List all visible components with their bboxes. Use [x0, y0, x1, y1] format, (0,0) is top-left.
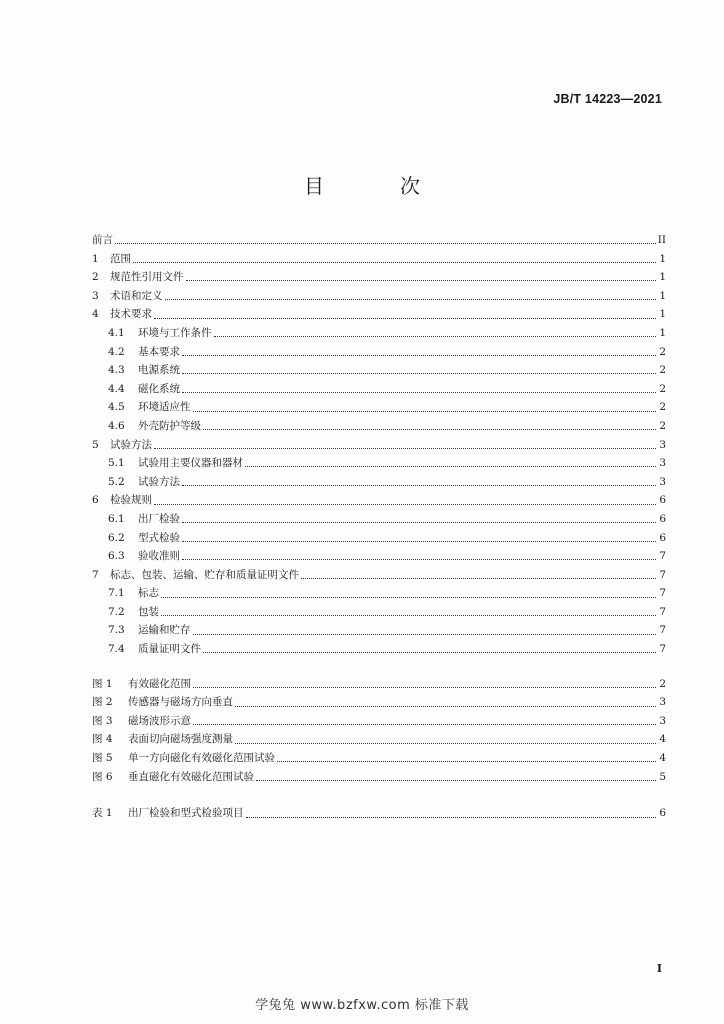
toc-entry-number: 5.1 — [108, 457, 125, 470]
toc-entry-number: 4.6 — [108, 419, 125, 432]
toc-entry-number: 7 — [92, 568, 99, 581]
toc-entry-number: 4.2 — [108, 345, 125, 358]
toc-leader-dots — [182, 558, 656, 560]
toc-entry-number: 1 — [92, 252, 99, 265]
toc-entry[interactable] — [92, 491, 666, 510]
toc-leader-dots — [133, 261, 656, 263]
toc-leader-dots — [193, 723, 656, 725]
toc-entry-number: 表 1 — [92, 807, 113, 820]
toc-entry-label: 外壳防护等级 — [138, 419, 201, 432]
toc-entry[interactable] — [92, 380, 666, 399]
toc-entry-page: 6 — [659, 512, 666, 525]
toc-entry-number: 图 5 — [92, 752, 113, 765]
toc-leader-dots — [161, 596, 656, 598]
toc-entry-page: 1 — [659, 289, 666, 302]
toc-entry-page: 1 — [659, 252, 666, 265]
toc-entry-page: 7 — [659, 587, 666, 600]
toc-entry-number: 4.4 — [108, 382, 125, 395]
toc-entry-number: 2 — [92, 271, 99, 284]
toc-entry-label: 磁化系统 — [138, 382, 180, 395]
toc-leader-dots — [154, 503, 656, 505]
toc-entry-label: 环境适应性 — [138, 401, 191, 414]
toc-entry-label: 运输和贮存 — [138, 624, 191, 637]
toc-entry-label: 规范性引用文件 — [110, 271, 184, 284]
toc-entry[interactable] — [92, 343, 666, 362]
toc-entry-label: 质量证明文件 — [138, 643, 201, 656]
toc-leader-dots — [182, 484, 656, 486]
toc-entry-label: 出厂检验和型式检验项目 — [128, 807, 244, 820]
watermark-text: 学兔兔 www.bzfxw.com 标准下载 — [255, 998, 469, 1013]
toc-leader-dots — [182, 354, 656, 356]
toc-entry-page: 5 — [659, 770, 666, 783]
toc-entry-number: 6.3 — [108, 550, 125, 563]
toc-entry-label: 技术要求 — [110, 308, 152, 321]
toc-entry[interactable] — [92, 454, 666, 473]
toc-entry[interactable] — [92, 621, 666, 640]
toc-entry-number: 图 6 — [92, 770, 113, 783]
toc-entry[interactable] — [92, 547, 666, 566]
toc-leader-dots — [182, 372, 656, 374]
toc-entry-page: 3 — [659, 696, 666, 709]
toc-entry[interactable] — [92, 473, 666, 492]
toc-leader-dots — [245, 465, 656, 467]
toc-entry-number: 6.1 — [108, 512, 125, 525]
toc-leader-dots — [214, 335, 657, 337]
toc-entry-page: 1 — [659, 271, 666, 284]
toc-entry-page: 7 — [659, 624, 666, 637]
toc-entry-page: II — [657, 234, 666, 246]
toc-entry-label: 前言 — [92, 234, 113, 246]
toc-entry-page: 1 — [659, 326, 666, 339]
toc-entry-page: 7 — [659, 605, 666, 618]
toc-entry-number: 3 — [92, 289, 99, 302]
toc-leader-dots — [235, 742, 656, 744]
toc-entry-number: 图 4 — [92, 733, 113, 746]
toc-entry-number: 7.2 — [108, 605, 125, 618]
toc-entry-number: 图 3 — [92, 714, 113, 727]
toc-leader-dots — [154, 317, 656, 319]
toc-entry-page: 4 — [659, 733, 666, 746]
toc-entry-number: 5 — [92, 438, 99, 451]
toc-entry-page: 4 — [659, 752, 666, 765]
toc-entry[interactable] — [92, 268, 666, 287]
toc-entry-number: 5.2 — [108, 475, 125, 488]
toc-entry[interactable] — [92, 640, 666, 659]
toc-entry-page: 7 — [659, 568, 666, 581]
toc-entry-label: 传感器与磁场方向垂直 — [128, 696, 233, 709]
toc-leader-dots — [256, 779, 656, 781]
toc-entry-label: 包装 — [138, 605, 159, 618]
toc-entry-label: 基本要求 — [138, 345, 180, 358]
toc-entry[interactable] — [92, 417, 666, 436]
toc-entry[interactable] — [92, 250, 666, 269]
toc-figure-entry[interactable] — [92, 712, 666, 731]
toc-entry[interactable] — [92, 398, 666, 417]
toc-leader-dots — [165, 298, 657, 300]
toc-leader-dots — [246, 816, 657, 818]
toc-figure-entry[interactable] — [92, 768, 666, 787]
toc-leader-dots — [301, 577, 656, 579]
toc-table-list — [92, 804, 666, 823]
toc-entry-label: 术语和定义 — [110, 289, 163, 302]
toc-entry-page: 3 — [659, 475, 666, 488]
toc-entry-number: 4.5 — [108, 401, 125, 414]
toc-figure-list — [92, 675, 666, 787]
toc-entry-label: 范围 — [110, 252, 131, 265]
toc-entry-number: 7.1 — [108, 587, 125, 600]
toc-entry-page: 6 — [659, 494, 666, 507]
toc-entry-page: 7 — [659, 643, 666, 656]
toc-entry-label: 试验方法 — [138, 475, 180, 488]
toc-entry[interactable] — [92, 287, 666, 306]
toc-entry-number: 4 — [92, 308, 99, 321]
toc-leader-dots — [193, 410, 657, 412]
toc-leader-dots — [154, 447, 656, 449]
toc-figure-entry[interactable] — [92, 675, 666, 694]
toc-entry-label: 单一方向磁化有效磁化范围试验 — [128, 752, 275, 765]
toc-spacer — [92, 659, 666, 675]
toc-leader-dots — [182, 391, 656, 393]
toc-entry-number: 6.2 — [108, 531, 125, 544]
page-number: I — [656, 962, 662, 975]
toc-entry-page: 3 — [659, 714, 666, 727]
toc-entry-label: 磁场波形示意 — [128, 714, 191, 727]
toc-entry[interactable] — [92, 361, 666, 380]
toc-entry-label: 表面切向磁场强度测量 — [128, 733, 233, 746]
toc-leader-dots — [193, 686, 656, 688]
toc-entry-number: 7.4 — [108, 643, 125, 656]
toc-leader-dots — [203, 428, 656, 430]
toc-entry[interactable] — [92, 584, 666, 603]
toc-leader-dots — [235, 705, 656, 707]
toc-entry-label: 验收准则 — [138, 550, 180, 563]
table-of-contents — [92, 231, 666, 823]
toc-entry-page: 2 — [659, 364, 666, 377]
toc-entry[interactable] — [92, 231, 666, 250]
toc-spacer — [92, 786, 666, 804]
toc-entry-label: 型式检验 — [138, 531, 180, 544]
toc-entry-number: 图 2 — [92, 696, 113, 709]
toc-entry-label: 有效磁化范围 — [128, 677, 191, 690]
toc-entry-page: 3 — [659, 438, 666, 451]
toc-entry[interactable] — [92, 529, 666, 548]
toc-leader-dots — [277, 760, 656, 762]
toc-entry[interactable] — [92, 305, 666, 324]
toc-entry-page: 2 — [659, 401, 666, 414]
page-title: 目 次 — [304, 174, 448, 198]
toc-entry-number: 7.3 — [108, 624, 125, 637]
toc-entry-label: 电源系统 — [138, 364, 180, 377]
toc-entry-label: 环境与工作条件 — [138, 326, 212, 339]
toc-entry[interactable] — [92, 566, 666, 585]
toc-entry-number: 4.3 — [108, 364, 125, 377]
toc-leader-dots — [115, 242, 656, 244]
toc-entry-label: 出厂检验 — [138, 512, 180, 525]
toc-entry-label: 标志 — [138, 587, 159, 600]
toc-leader-dots — [186, 279, 657, 281]
toc-entry[interactable] — [92, 603, 666, 622]
toc-entry-page: 7 — [659, 550, 666, 563]
toc-entry-label: 垂直磁化有效磁化范围试验 — [128, 770, 254, 783]
toc-entry-number: 4.1 — [108, 326, 125, 339]
toc-section-list — [92, 231, 666, 659]
toc-entry-page: 1 — [659, 308, 666, 321]
standard-code: JB/T 14223—2021 — [553, 92, 662, 106]
toc-figure-entry[interactable] — [92, 730, 666, 749]
toc-entry-page: 3 — [659, 457, 666, 470]
toc-entry-page: 6 — [659, 531, 666, 544]
toc-entry[interactable] — [92, 324, 666, 343]
toc-leader-dots — [161, 614, 656, 616]
toc-entry-label: 标志、包装、运输、贮存和质量证明文件 — [110, 568, 299, 581]
toc-entry[interactable] — [92, 436, 666, 455]
toc-entry-label: 试验方法 — [110, 438, 152, 451]
toc-leader-dots — [203, 651, 656, 653]
toc-entry-number: 图 1 — [92, 677, 113, 690]
toc-entry-label: 试验用主要仪器和器材 — [138, 457, 243, 470]
toc-leader-dots — [182, 540, 656, 542]
toc-entry-label: 检验规则 — [110, 494, 152, 507]
toc-figure-entry[interactable] — [92, 749, 666, 768]
toc-entry-page: 2 — [659, 345, 666, 358]
toc-entry-page: 2 — [659, 419, 666, 432]
toc-entry-page: 2 — [659, 677, 666, 690]
toc-table-entry[interactable] — [92, 804, 666, 823]
toc-entry-page: 6 — [659, 807, 666, 820]
toc-figure-entry[interactable] — [92, 693, 666, 712]
toc-leader-dots — [182, 521, 656, 523]
toc-entry[interactable] — [92, 510, 666, 529]
toc-entry-page: 2 — [659, 382, 666, 395]
toc-entry-number: 6 — [92, 494, 99, 507]
toc-leader-dots — [193, 633, 657, 635]
